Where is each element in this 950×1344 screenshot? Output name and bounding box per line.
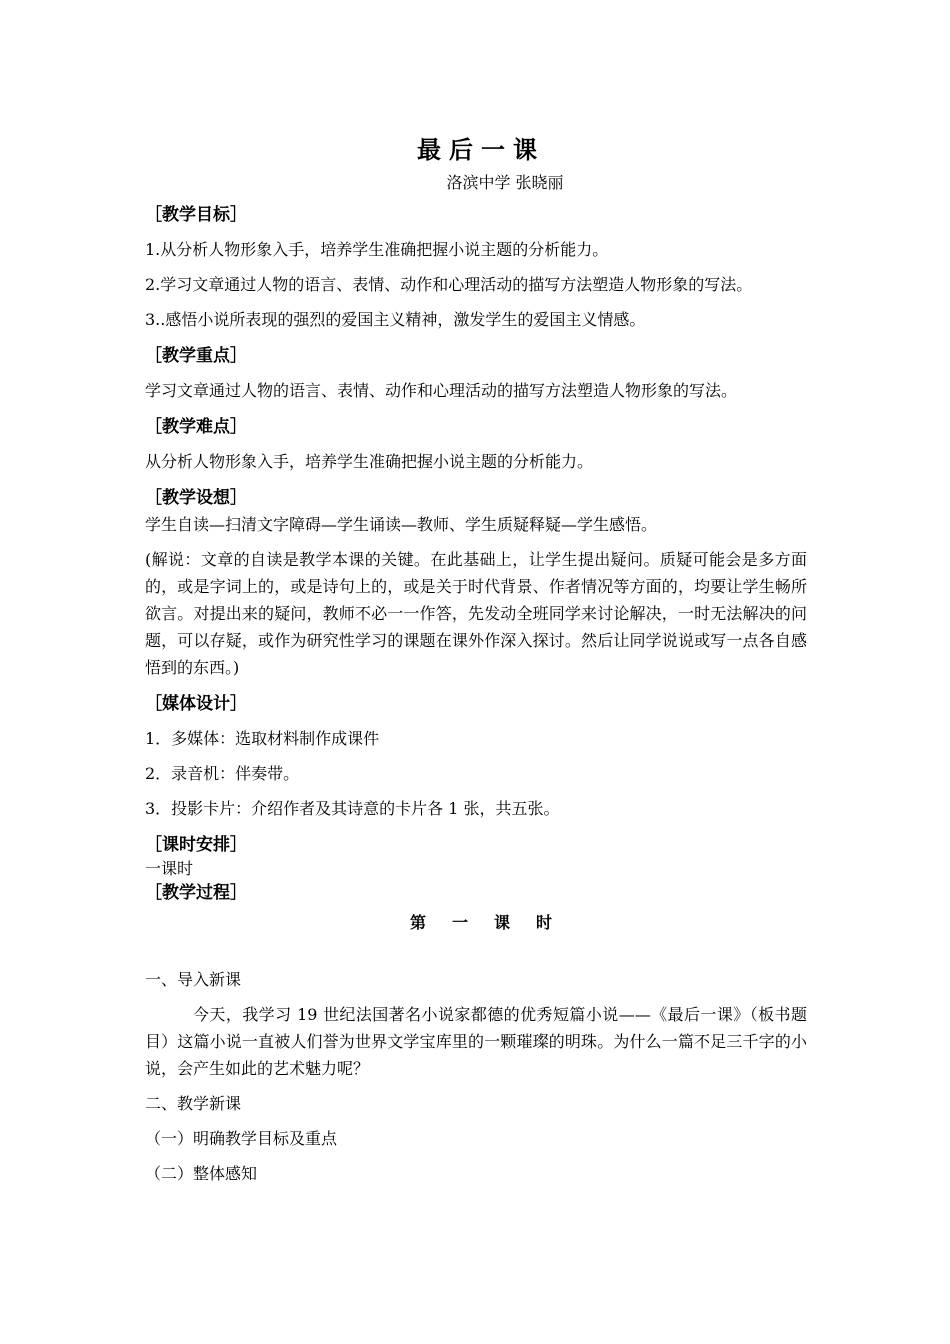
design-heading: ［教学设想］ <box>145 488 247 508</box>
difficulty-heading: ［教学难点］ <box>145 417 247 437</box>
process-heading: ［教学过程］ <box>145 883 247 903</box>
goal-item: 1.从分析人物形象入手，培养学生准确把握小说主题的分析能力。 <box>145 240 609 259</box>
media-item: 2．录音机：伴奏带。 <box>145 764 300 783</box>
goals-heading: ［教学目标］ <box>145 205 247 225</box>
step-item: （二）整体感知 <box>145 1164 258 1183</box>
goal-item: 3..感悟小说所表现的强烈的爱国主义精神，激发学生的爱国主义情感。 <box>145 310 646 329</box>
goal-item: 2.学习文章通过人物的语言、表情、动作和心理活动的描写方法塑造人物形象的写法。 <box>145 275 753 294</box>
key-points-heading: ［教学重点］ <box>145 346 247 366</box>
media-item: 1．多媒体：选取材料制作成课件 <box>145 729 380 748</box>
key-points-text: 学习文章通过人物的语言、表情、动作和心理活动的描写方法塑造人物形象的写法。 <box>145 381 738 400</box>
schedule-text: 一课时 <box>145 859 194 878</box>
document-body <box>145 130 807 1187</box>
design-note: (解说：文章的自读是教学本课的关键。在此基础上，让学生提出疑问。质疑可能会是多方面的，或是字词上的，或是诗句上的，或是关于时代背景、作者情况等方面的，均要让学生畅所欲言。对提出来的疑问，教师不必一一作答，先发动全班同学来讨论解决，一时无法解决的问题，可以存疑，或作为研究性学习的课题在课外作深入探讨。然后让同学说说或写一点各自感悟到的东西。) <box>145 550 807 677</box>
intro-paragraph: 今天，我学习 19 世纪法国著名小说家都德的优秀短篇小说——《最后一课》（板书题目）这篇小说一直被人们誉为世界文学宝库里的一颗璀璨的明珠。为什么一篇不足三千字的小说，会产生如此的艺术魅力呢？ <box>145 1005 807 1078</box>
part-heading: 一、导入新课 <box>145 970 242 989</box>
document-title: 最后一课 <box>417 135 545 164</box>
design-text: 学生自读—扫清文字障碍—学生诵读—教师、学生质疑释疑—学生感悟。 <box>145 515 658 534</box>
author-line: 洛滨中学 张晓丽 <box>446 173 564 192</box>
media-item: 3．投影卡片：介绍作者及其诗意的卡片各 1 张，共五张。 <box>145 799 560 818</box>
part-heading: 二、教学新课 <box>145 1094 242 1113</box>
schedule-heading: ［课时安排］ <box>145 835 247 855</box>
difficulty-text: 从分析人物形象入手，培养学生准确把握小说主题的分析能力。 <box>145 452 594 471</box>
lesson-heading: 第一课时 <box>409 913 578 932</box>
step-item: （一）明确教学目标及重点 <box>145 1129 338 1148</box>
media-heading: ［媒体设计］ <box>145 694 247 714</box>
